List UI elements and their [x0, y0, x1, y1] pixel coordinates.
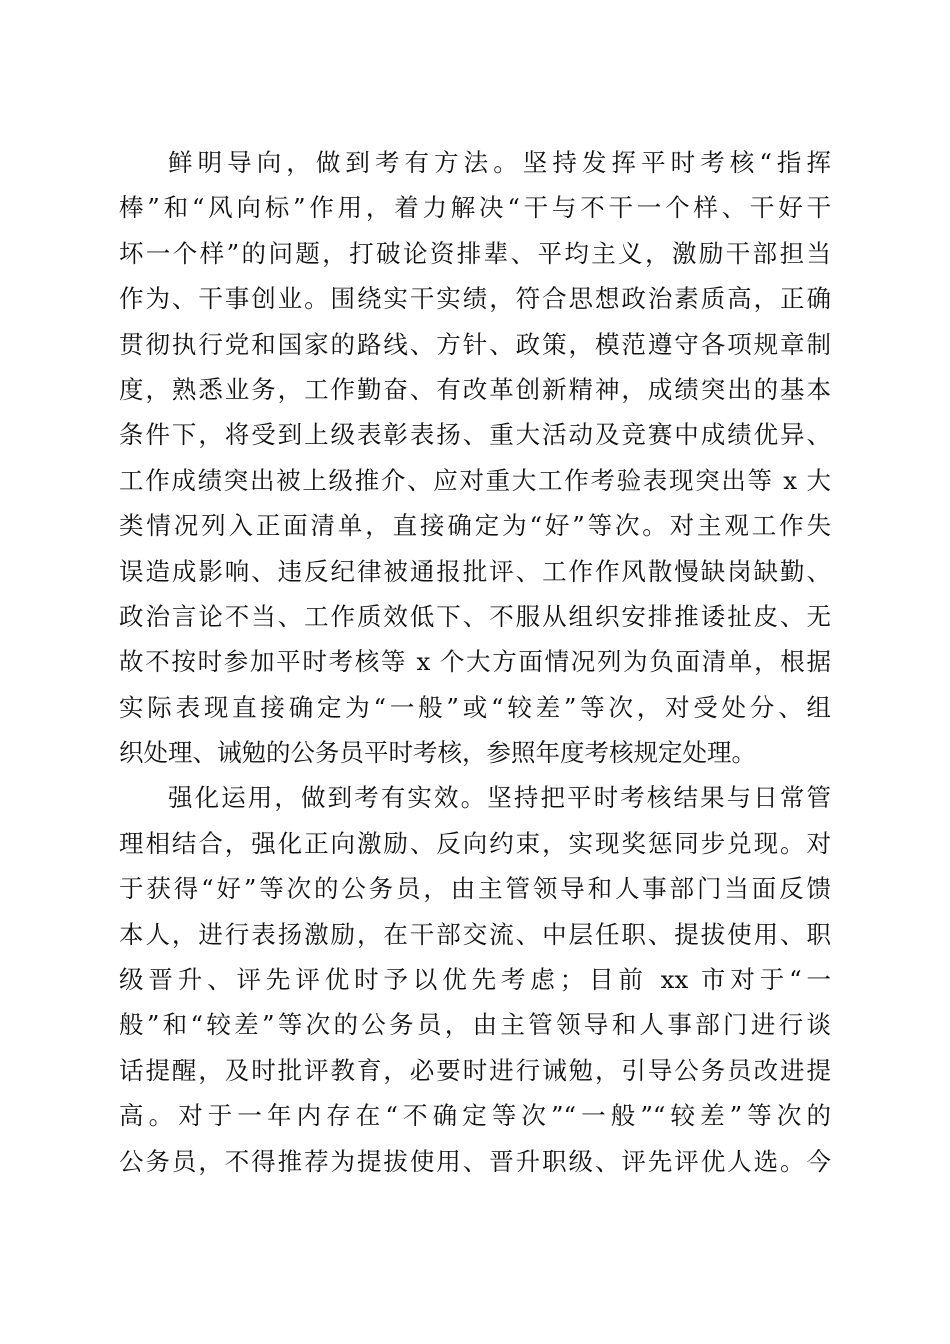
text-line: 贯彻执行党和国家的路线、方针、政策，模范遵守各项规章制 [119, 329, 831, 359]
text-line: 误造成影响、违反纪律被通报批评、工作作风散慢缺岗缺勤、 [119, 556, 831, 586]
text-line: 级晋升、评先评优时予以优先考虑；目前 xx 市对于“一 [119, 965, 831, 995]
text-line: 公务员，不得推荐为提拔使用、晋升职级、评先评优人选。今 [119, 1146, 831, 1176]
paragraph-guidance-method [119, 140, 831, 775]
text-line: 坏一个样”的问题，打破论资排辈、平均主义，激励干部担当 [119, 238, 831, 268]
text-line: 故不按时参加平时考核等 x 个大方面情况列为负面清单，根据 [119, 647, 831, 677]
text-line: 实际表现直接确定为“一般”或“较差”等次，对受处分、组 [119, 692, 831, 722]
text-line: 高。对于一年内存在“不确定等次”“一般”“较差”等次的 [119, 1101, 831, 1131]
text-line: 于获得“好”等次的公务员，由主管领导和人事部门当面反馈 [119, 874, 831, 904]
text-line: 理相结合，强化正向激励、反向约束，实现奖惩同步兑现。对 [119, 828, 831, 858]
text-line: 本人，进行表扬激励，在干部交流、中层任职、提拔使用、职 [119, 919, 831, 949]
text-line: 鲜明导向，做到考有方法。坚持发挥平时考核“指挥 [168, 148, 831, 177]
text-line: 政治言论不当、工作质效低下、不服从组织安排推诿扯皮、无 [119, 601, 831, 631]
text-line: 织处理、诫勉的公务员平时考核，参照年度考核规定处理。 [119, 738, 756, 768]
text-line: 棒”和“风向标”作用，着力解决“干与不干一个样、干好干 [119, 193, 831, 223]
text-line: 般”和“较差”等次的公务员，由主管领导和人事部门进行谈 [119, 1010, 831, 1040]
text-line: 类情况列入正面清单，直接确定为“好”等次。对主观工作失 [119, 511, 831, 541]
text-line: 工作成绩突出被上级推介、应对重大工作考验表现突出等 x 大 [119, 465, 831, 495]
document-body [119, 140, 831, 1184]
paragraph-application-effect [119, 775, 831, 1184]
text-line: 度，熟悉业务，工作勤奋、有改革创新精神，成绩突出的基本 [119, 374, 831, 404]
text-line: 强化运用，做到考有实效。坚持把平时考核结果与日常管 [168, 783, 831, 813]
text-line: 条件下，将受到上级表彰表扬、重大活动及竞赛中成绩优异、 [119, 420, 831, 450]
text-line: 话提醒，及时批评教育，必要时进行诫勉，引导公务员改进提 [119, 1055, 831, 1085]
text-line: 作为、干事创业。围绕实干实绩，符合思想政治素质高，正确 [119, 284, 831, 314]
